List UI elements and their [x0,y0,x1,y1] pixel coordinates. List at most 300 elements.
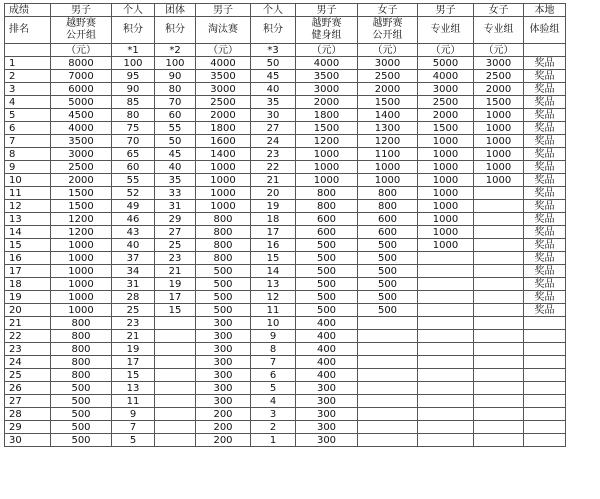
cell-individual-points-1: 95 [112,70,155,83]
cell-individual-points-3: 20 [251,187,296,200]
cell-women-trail-open: 500 [358,239,418,252]
cell-men-trail-fitness: 800 [296,187,358,200]
cell-team-points [155,408,196,421]
table-row [5,278,566,291]
subheader-line: 积分 [263,24,283,35]
cell-men-trail-fitness: 500 [296,252,358,265]
cell-individual-points-3: 23 [251,148,296,161]
cell-individual-points-1: 9 [112,408,155,421]
header-men-knockout: 男子 [196,4,251,17]
cell-local-experience [524,369,566,382]
cell-local-experience: 奖品 [524,304,566,317]
cell-men-pro: 1000 [418,161,474,174]
cell-individual-points-3: 8 [251,343,296,356]
cell-team-points: 21 [155,265,196,278]
cell-individual-points-1: 46 [112,213,155,226]
cell-men-trail-fitness: 400 [296,330,358,343]
unit-women-trail-open: （元） [358,44,418,57]
table-row [5,239,566,252]
cell-rank: 21 [5,317,51,330]
subheader-line: 排名 [9,24,29,35]
cell-men-trail-open: 800 [51,330,112,343]
cell-individual-points-1: 23 [112,317,155,330]
subheader-line: 专业组 [483,24,514,35]
cell-rank: 18 [5,278,51,291]
cell-men-trail-fitness: 3000 [296,83,358,96]
cell-rank: 4 [5,96,51,109]
cell-team-points [155,395,196,408]
cell-rank: 30 [5,434,51,447]
cell-local-experience: 奖品 [524,200,566,213]
cell-men-trail-open: 1000 [51,278,112,291]
cell-individual-points-1: 100 [112,57,155,70]
cell-individual-points-1: 60 [112,161,155,174]
cell-women-trail-open: 600 [358,226,418,239]
cell-men-trail-open: 3500 [51,135,112,148]
subheader-line: 积分 [123,24,143,35]
cell-women-pro [474,369,524,382]
cell-women-pro [474,421,524,434]
cell-individual-points-3: 21 [251,174,296,187]
cell-individual-points-3: 7 [251,356,296,369]
cell-women-pro [474,356,524,369]
cell-local-experience: 奖品 [524,252,566,265]
subheader-men-pro [418,17,474,44]
cell-men-trail-fitness: 500 [296,304,358,317]
cell-team-points: 19 [155,278,196,291]
cell-rank: 14 [5,226,51,239]
cell-rank: 7 [5,135,51,148]
header-team-points: 团体 [155,4,196,17]
subheader-line: 越野赛 [66,18,96,29]
cell-individual-points-3: 50 [251,57,296,70]
cell-men-trail-open: 500 [51,434,112,447]
cell-men-trail-fitness: 300 [296,408,358,421]
cell-men-pro [418,330,474,343]
cell-local-experience: 奖品 [524,57,566,70]
cell-rank: 15 [5,239,51,252]
cell-individual-points-1: 37 [112,252,155,265]
cell-men-trail-open: 1500 [51,187,112,200]
cell-men-trail-open: 800 [51,369,112,382]
cell-local-experience: 奖品 [524,187,566,200]
cell-local-experience [524,330,566,343]
cell-men-trail-fitness: 4000 [296,57,358,70]
cell-team-points: 33 [155,187,196,200]
cell-women-pro [474,343,524,356]
cell-men-trail-fitness: 500 [296,265,358,278]
cell-local-experience [524,395,566,408]
cell-individual-points-3: 15 [251,252,296,265]
cell-local-experience: 奖品 [524,122,566,135]
subheader-line: 公开组 [372,30,403,41]
cell-local-experience: 奖品 [524,239,566,252]
cell-women-pro [474,434,524,447]
cell-women-pro [474,252,524,265]
table-row [5,343,566,356]
cell-rank: 10 [5,174,51,187]
cell-rank: 5 [5,109,51,122]
cell-men-trail-open: 1200 [51,213,112,226]
cell-men-trail-fitness: 500 [296,291,358,304]
cell-local-experience [524,317,566,330]
subheader-line: 越野赛 [311,18,342,29]
cell-men-knockout: 800 [196,252,251,265]
cell-individual-points-1: 28 [112,291,155,304]
cell-local-experience: 奖品 [524,278,566,291]
cell-women-trail-open: 500 [358,278,418,291]
cell-individual-points-3: 11 [251,304,296,317]
cell-individual-points-3: 3 [251,408,296,421]
cell-individual-points-3: 24 [251,135,296,148]
cell-individual-points-1: 80 [112,109,155,122]
cell-men-trail-open: 5000 [51,96,112,109]
cell-women-trail-open: 500 [358,265,418,278]
cell-men-trail-fitness: 500 [296,278,358,291]
cell-rank: 20 [5,304,51,317]
cell-women-trail-open: 500 [358,291,418,304]
cell-local-experience [524,408,566,421]
cell-men-trail-fitness: 600 [296,226,358,239]
cell-women-trail-open: 500 [358,252,418,265]
header-row-units [5,44,566,57]
subheader-line: 健身组 [311,30,342,41]
cell-women-trail-open [358,434,418,447]
cell-individual-points-1: 21 [112,330,155,343]
cell-men-trail-open: 500 [51,382,112,395]
table-row [5,330,566,343]
header-rank: 成绩 [5,4,51,17]
cell-men-knockout: 300 [196,382,251,395]
cell-men-trail-fitness: 1000 [296,148,358,161]
cell-men-knockout: 800 [196,239,251,252]
table-row [5,213,566,226]
cell-men-pro: 1000 [418,148,474,161]
cell-individual-points-3: 18 [251,213,296,226]
subheader-men-trail-open [51,17,112,44]
unit-men-trail-fitness: （元） [296,44,358,57]
cell-women-trail-open [358,317,418,330]
cell-team-points: 50 [155,135,196,148]
cell-men-knockout: 1600 [196,135,251,148]
cell-women-trail-open [358,330,418,343]
cell-men-pro: 1000 [418,226,474,239]
cell-men-trail-open: 4500 [51,109,112,122]
cell-women-trail-open: 1000 [358,174,418,187]
cell-individual-points-1: 34 [112,265,155,278]
cell-rank: 16 [5,252,51,265]
cell-team-points: 90 [155,70,196,83]
cell-women-pro [474,239,524,252]
header-row-1 [5,4,566,17]
cell-local-experience: 奖品 [524,148,566,161]
cell-individual-points-1: 43 [112,226,155,239]
unit-team-points: *2 [155,44,196,57]
cell-women-trail-open: 500 [358,304,418,317]
cell-individual-points-1: 19 [112,343,155,356]
table-row [5,395,566,408]
cell-men-trail-fitness: 600 [296,213,358,226]
subheader-men-knockout [196,17,251,44]
cell-individual-points-1: 17 [112,356,155,369]
header-row-2 [5,17,566,44]
cell-men-trail-fitness: 300 [296,434,358,447]
cell-rank: 9 [5,161,51,174]
cell-women-pro [474,226,524,239]
cell-men-pro [418,356,474,369]
cell-women-trail-open [358,408,418,421]
unit-men-trail-open: （元） [51,44,112,57]
cell-women-pro [474,200,524,213]
cell-local-experience: 奖品 [524,70,566,83]
table-row [5,434,566,447]
cell-local-experience [524,382,566,395]
subheader-rank [5,17,51,44]
cell-individual-points-1: 5 [112,434,155,447]
table-body [5,4,566,447]
cell-individual-points-1: 70 [112,135,155,148]
subheader-men-trail-fitness [296,17,358,44]
cell-team-points: 17 [155,291,196,304]
cell-men-pro [418,252,474,265]
unit-individual-points-3: *3 [251,44,296,57]
cell-men-knockout: 300 [196,330,251,343]
unit-rank [5,44,51,57]
cell-local-experience [524,343,566,356]
cell-men-pro [418,382,474,395]
cell-women-pro: 1000 [474,109,524,122]
table-row [5,83,566,96]
cell-women-pro [474,291,524,304]
cell-individual-points-3: 40 [251,83,296,96]
cell-men-trail-open: 2500 [51,161,112,174]
cell-women-trail-open: 1500 [358,96,418,109]
cell-men-knockout: 300 [196,369,251,382]
cell-individual-points-3: 2 [251,421,296,434]
cell-individual-points-1: 55 [112,174,155,187]
cell-team-points [155,421,196,434]
cell-women-pro: 2500 [474,70,524,83]
cell-men-knockout: 300 [196,395,251,408]
cell-individual-points-1: 40 [112,239,155,252]
cell-men-trail-fitness: 300 [296,382,358,395]
cell-women-trail-open: 1100 [358,148,418,161]
cell-individual-points-3: 1 [251,434,296,447]
cell-rank: 8 [5,148,51,161]
cell-men-pro: 2500 [418,96,474,109]
cell-local-experience: 奖品 [524,265,566,278]
cell-women-pro [474,213,524,226]
cell-men-trail-fitness: 400 [296,343,358,356]
cell-women-pro [474,278,524,291]
unit-men-knockout: （元） [196,44,251,57]
cell-women-pro [474,395,524,408]
cell-local-experience [524,434,566,447]
subheader-team-points [155,17,196,44]
cell-individual-points-3: 27 [251,122,296,135]
cell-individual-points-3: 9 [251,330,296,343]
cell-men-knockout: 1000 [196,161,251,174]
table-row [5,369,566,382]
table-row [5,174,566,187]
cell-rank: 22 [5,330,51,343]
cell-men-pro: 1000 [418,239,474,252]
cell-men-trail-open: 1200 [51,226,112,239]
cell-men-knockout: 3500 [196,70,251,83]
cell-individual-points-1: 7 [112,421,155,434]
cell-team-points [155,343,196,356]
cell-women-pro: 3000 [474,57,524,70]
cell-men-pro [418,291,474,304]
cell-women-trail-open [358,382,418,395]
cell-local-experience: 奖品 [524,135,566,148]
cell-men-trail-open: 2000 [51,174,112,187]
cell-men-trail-open: 7000 [51,70,112,83]
cell-individual-points-3: 13 [251,278,296,291]
cell-rank: 12 [5,200,51,213]
table-row [5,291,566,304]
cell-men-trail-open: 1000 [51,252,112,265]
cell-team-points [155,382,196,395]
table-row [5,148,566,161]
subheader-line: 公开组 [66,30,96,41]
cell-individual-points-3: 12 [251,291,296,304]
subheader-women-trail-open [358,17,418,44]
cell-men-trail-open: 3000 [51,148,112,161]
cell-individual-points-1: 11 [112,395,155,408]
cell-men-knockout: 500 [196,265,251,278]
cell-rank: 24 [5,356,51,369]
cell-local-experience [524,421,566,434]
cell-men-knockout: 3000 [196,83,251,96]
cell-rank: 29 [5,421,51,434]
cell-men-trail-open: 500 [51,395,112,408]
cell-men-knockout: 200 [196,434,251,447]
cell-local-experience: 奖品 [524,174,566,187]
table-row [5,96,566,109]
cell-women-trail-open: 800 [358,187,418,200]
cell-men-knockout: 800 [196,226,251,239]
cell-men-pro: 4000 [418,70,474,83]
cell-individual-points-3: 22 [251,161,296,174]
cell-team-points: 15 [155,304,196,317]
cell-women-pro: 2000 [474,83,524,96]
cell-team-points: 45 [155,148,196,161]
cell-men-trail-open: 1000 [51,265,112,278]
table-row [5,265,566,278]
cell-women-pro [474,317,524,330]
cell-local-experience: 奖品 [524,213,566,226]
cell-individual-points-1: 75 [112,122,155,135]
cell-men-trail-fitness: 800 [296,200,358,213]
subheader-line: 专业组 [430,24,461,35]
cell-local-experience: 奖品 [524,83,566,96]
cell-men-trail-open: 1000 [51,304,112,317]
cell-men-trail-fitness: 1000 [296,161,358,174]
cell-individual-points-1: 85 [112,96,155,109]
cell-local-experience: 奖品 [524,226,566,239]
cell-men-trail-open: 1000 [51,291,112,304]
cell-team-points: 70 [155,96,196,109]
cell-team-points: 23 [155,252,196,265]
cell-women-pro: 1000 [474,161,524,174]
cell-team-points: 55 [155,122,196,135]
cell-local-experience: 奖品 [524,109,566,122]
cell-women-trail-open: 1400 [358,109,418,122]
cell-men-pro [418,343,474,356]
cell-men-pro: 1500 [418,122,474,135]
table-row [5,57,566,70]
subheader-women-pro [474,17,524,44]
cell-individual-points-3: 45 [251,70,296,83]
cell-team-points [155,317,196,330]
table-row [5,304,566,317]
cell-men-knockout: 4000 [196,57,251,70]
cell-individual-points-1: 90 [112,83,155,96]
cell-men-trail-fitness: 1200 [296,135,358,148]
cell-men-trail-fitness: 400 [296,369,358,382]
cell-rank: 25 [5,369,51,382]
cell-rank: 17 [5,265,51,278]
cell-team-points: 35 [155,174,196,187]
cell-men-knockout: 2000 [196,109,251,122]
cell-individual-points-3: 35 [251,96,296,109]
cell-men-trail-fitness: 1800 [296,109,358,122]
cell-men-pro [418,434,474,447]
cell-individual-points-3: 30 [251,109,296,122]
subheader-individual-points-3 [251,17,296,44]
subheader-line: 体验组 [529,24,560,35]
cell-women-trail-open: 3000 [358,57,418,70]
cell-men-knockout: 200 [196,421,251,434]
cell-rank: 6 [5,122,51,135]
cell-individual-points-3: 10 [251,317,296,330]
cell-women-pro: 1000 [474,174,524,187]
cell-men-pro: 1000 [418,213,474,226]
cell-team-points: 31 [155,200,196,213]
subheader-local-experience [524,17,566,44]
cell-men-knockout: 500 [196,291,251,304]
table-row [5,408,566,421]
cell-men-pro [418,278,474,291]
table-row [5,356,566,369]
header-men-trail-fitness: 男子 [296,4,358,17]
cell-men-trail-fitness: 1500 [296,122,358,135]
cell-team-points [155,369,196,382]
unit-local-experience [524,44,566,57]
cell-rank: 3 [5,83,51,96]
cell-individual-points-3: 16 [251,239,296,252]
cell-women-trail-open: 1200 [358,135,418,148]
cell-men-pro [418,265,474,278]
cell-rank: 23 [5,343,51,356]
cell-local-experience: 奖品 [524,291,566,304]
cell-men-knockout: 1000 [196,187,251,200]
table-row [5,187,566,200]
cell-men-trail-fitness: 400 [296,317,358,330]
table-row [5,135,566,148]
cell-men-pro: 1000 [418,187,474,200]
cell-men-knockout: 1000 [196,174,251,187]
unit-individual-points-1: *1 [112,44,155,57]
cell-women-trail-open: 1300 [358,122,418,135]
table-row [5,226,566,239]
cell-individual-points-3: 6 [251,369,296,382]
cell-men-trail-open: 800 [51,356,112,369]
cell-men-pro: 1000 [418,135,474,148]
table-row [5,109,566,122]
table-row [5,252,566,265]
